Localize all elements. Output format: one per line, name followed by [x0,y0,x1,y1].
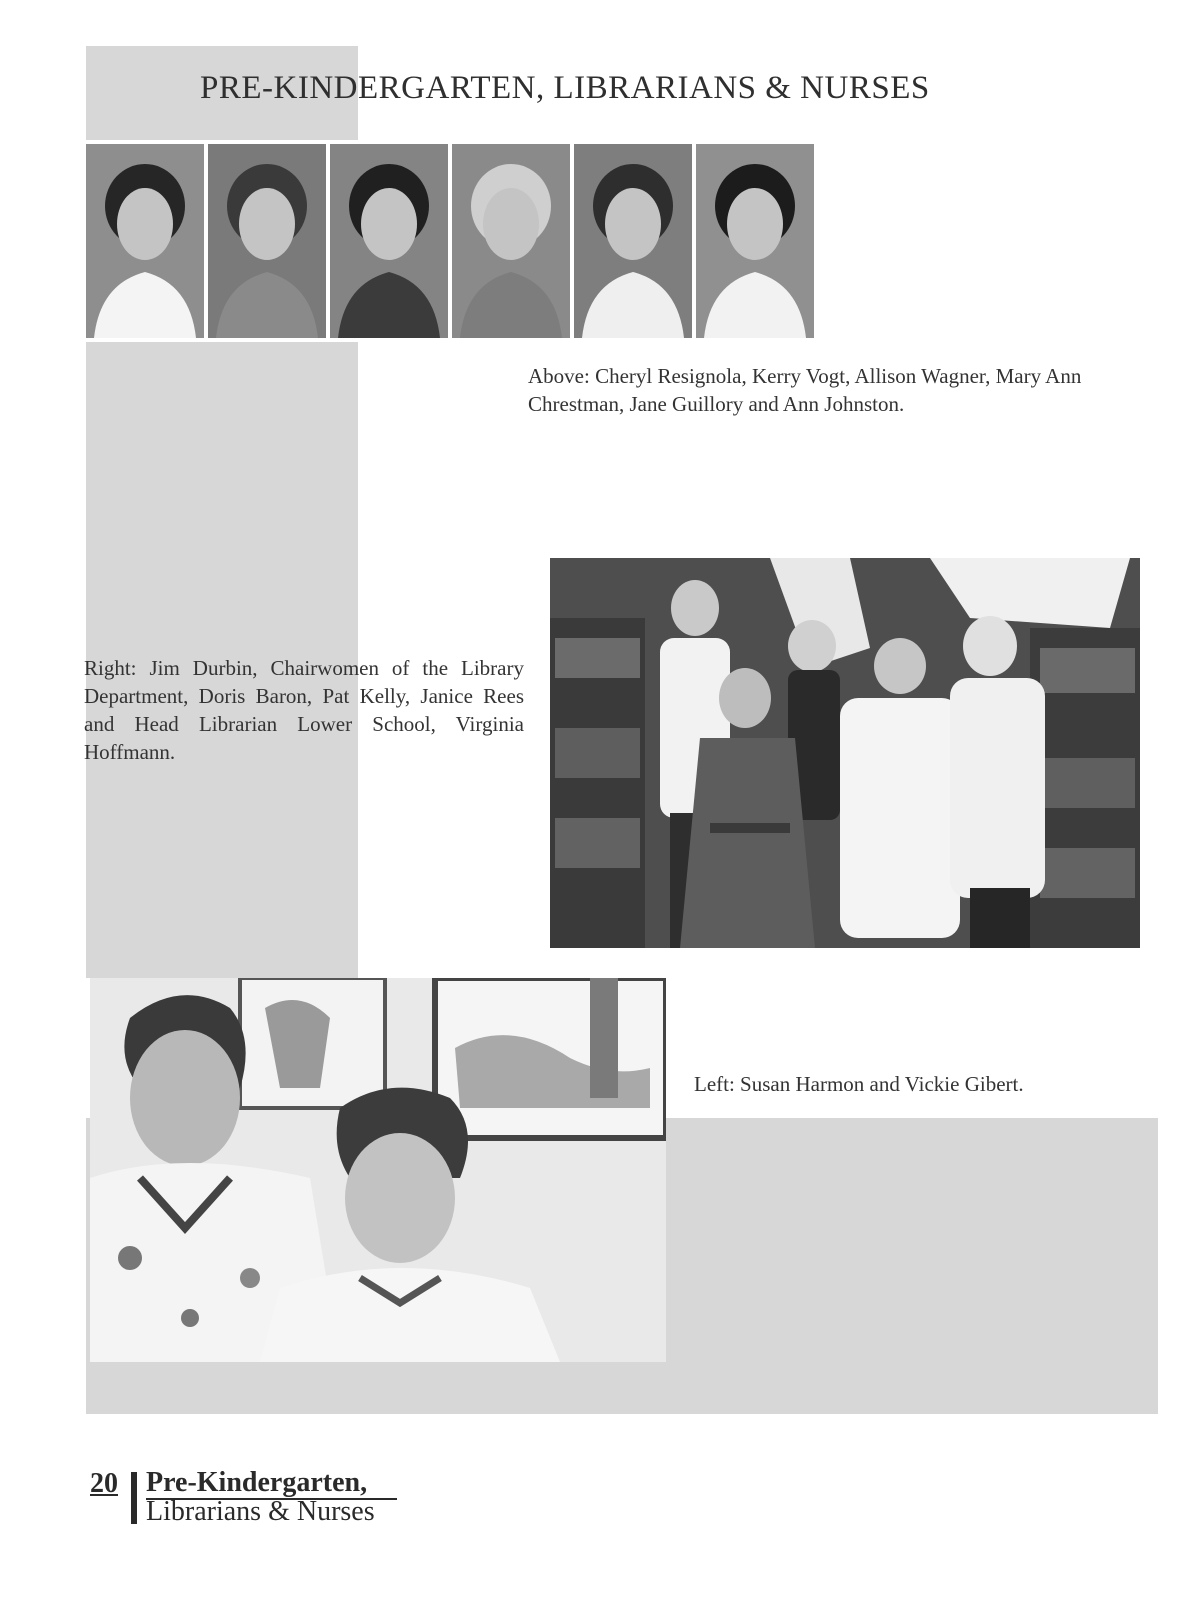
portrait-photo [696,144,814,338]
portrait-photo [574,144,692,338]
portrait-photo [208,144,326,338]
footer-divider [131,1472,137,1524]
page-title: PRE-KINDERGARTEN, LIBRARIANS & NURSES [200,70,930,106]
page-number: 20 [90,1468,118,1499]
caption-left: Left: Susan Harmon and Vickie Gibert. [694,1072,1024,1096]
nurses-photo [90,978,666,1362]
caption-right: Right: Jim Durbin, Chairwomen of the Library Department, Doris Baron, Pat Kelly, Janice Rees and Head Librarian Lower School, Virginia Hoffmann. [84,656,524,764]
portrait-photo [452,144,570,338]
footer-section-line-1: Pre-Kindergarten, [146,1468,397,1500]
portrait-photo [86,144,204,338]
library-group-photo [550,558,1140,948]
portrait-photo [330,144,448,338]
footer-section-line-2: Librarians & Nurses [146,1496,375,1527]
caption-above: Above: Cheryl Resignola, Kerry Vogt, Allison Wagner, Mary Ann Chrestman, Jane Guillory and Ann Johnston. [528,364,1082,416]
page-footer [90,1468,450,1528]
